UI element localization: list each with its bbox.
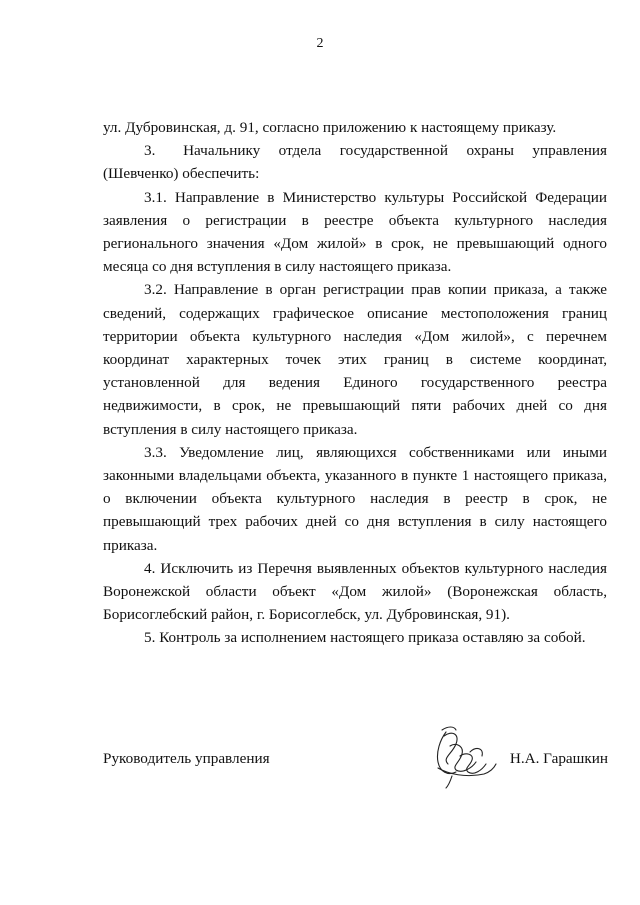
paragraph-item-4: 4. Исключить из Перечня выявленных объектов культурного наследия Воронежской области объект «Дом жилой» (Воронежская область, Борисоглебский район, г. Борисоглебск, ул. Дубровинская, 91). <box>103 559 607 624</box>
paragraph-item-3-2: 3.2. Направление в орган регистрации прав копии приказа, а также сведений, содержащих графическое описание местоположения границ территории объекта культурного наследия «Дом жилой», с перечнем координат характерных точек этих границ в системе координат, установленной для ведения Единого государственного реестра недвижимости, в срок, не превышающий пяти рабочих дней со дня вступления в силу настоящего приказа. <box>103 281 607 438</box>
paragraph-item-5: 5. Контроль за исполнением настоящего приказа оставляю за собой. <box>144 629 586 647</box>
paragraph-item-3-3: 3.3. Уведомление лиц, являющихся собственниками или иными законными владельцами объекта, указанного в пункте 1 настоящего приказа, о включении объекта культурного наследия в реестр в срок, не превышающий трех рабочих дней со дня вступления в силу настоящего приказа. <box>103 443 607 554</box>
paragraph-address-continuation: ул. Дубровинская, д. 91, согласно приложению к настоящему приказу. <box>103 119 557 136</box>
signatory-name: Н.А. Гарашкин <box>509 750 608 767</box>
paragraph-item-3-1: 3.1. Направление в Министерство культуры Российской Федерации заявления о регистрации в реестре объекта культурного наследия регионального значения «Дом жилой» в срок, не превышающий одного месяца со дня вступления в силу настоящего приказа. <box>103 188 607 276</box>
signatory-role: Руководитель управления <box>103 750 270 767</box>
paragraph-item-3: 3. Начальнику отдела государственной охраны управления (Шевченко) обеспечить: <box>103 142 607 183</box>
page-number: 2 <box>316 36 324 51</box>
handwritten-signature-icon <box>426 716 502 802</box>
document-body <box>103 116 607 650</box>
